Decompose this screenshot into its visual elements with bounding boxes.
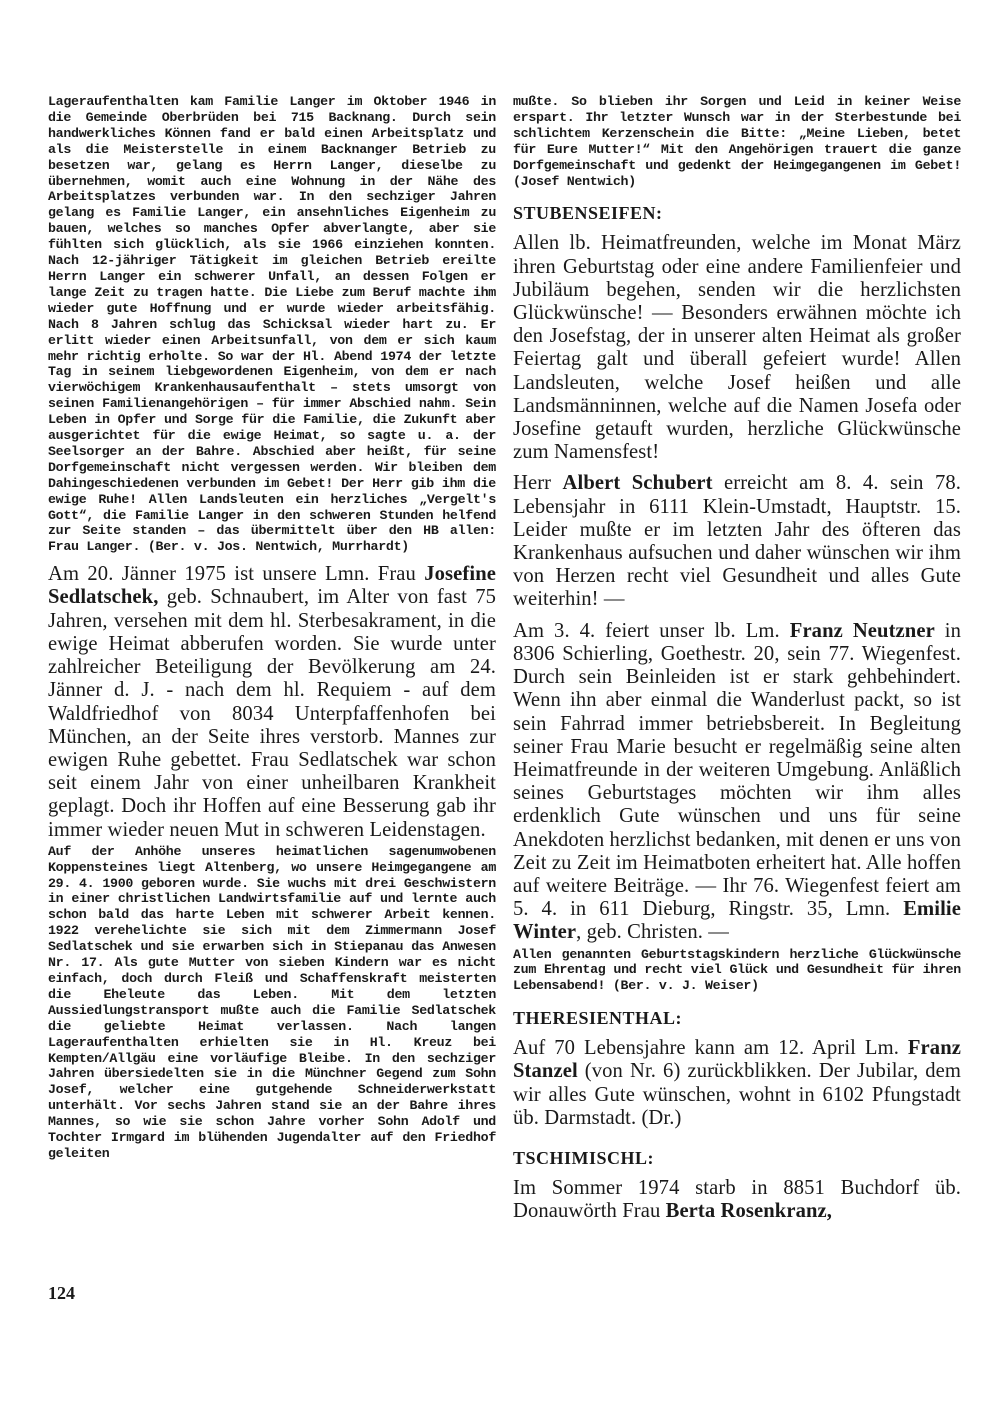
text: , geb. Christen. — bbox=[576, 921, 729, 944]
text: Am 20. Jänner 1975 ist unsere Lmn. Frau bbox=[48, 563, 425, 586]
person-name: Emilie Winter bbox=[513, 898, 961, 944]
section-heading-stubenseifen: STUBENSEIFEN: bbox=[513, 203, 663, 224]
schubert-birthday-paragraph bbox=[513, 472, 961, 611]
section-heading-tschimischl: TSCHIMISCHL: bbox=[513, 1148, 655, 1169]
person-name: Albert Schubert bbox=[562, 472, 713, 495]
left-column bbox=[48, 94, 496, 1162]
langer-obituary-paragraph: Lageraufenthalten kam Familie Langer im Oktober 1946 in die Gemeinde Oberbrüden bei 715 Backnang. Durch sein handwerkliches Können fand er bald einen Arbeitsplatz und als die Meisterstelle in einem Backnanger Betrieb zu besetzen war, gelang es Herrn Langer, dieselbe zu übernehmen, womit auch eine Wohnung in der Nähe des Arbeitsplatzes verbunden war. In den sechziger Jahren gelang es Familie Langer, ein ansehnliches Eigenheim zu bauen, welches so manches Opfer abverlangte, aber sie fühlten sich glücklich, als sie 1966 einziehen konnten. Nach 12-jähriger Tätigkeit im gleichen Betrieb ereilte Herrn Langer ein schwerer Unfall, an dessen Folgen er lange Zeit zu tragen hatte. Die Liebe zum Beruf machte ihm wieder gute Hoffnung und er wurde wieder arbeitsfähig. Nach 8 Jahren schlug das Schicksal wieder hart zu. Er erlitt wieder einen Arbeitsunfall, von dem er sich kaum mehr richtig erholte. So war der Hl. Abend 1974 der letzte Tag in seinem liebgewordenen Eigenheim, von dem er nach vierwöchigem Krankenhausaufenthalt – stets umsorgt von seinen Familienangehörigen – für immer Abschied nahm. Sein Leben in Opfer und Sorge für die Familie, die Zukunft aber ausgerichtet für die ewige Heimat, so sagte u. a. der Seelsorger an der Bahre. Abschied aber heißt, für seine Dorfgemeinschaft nicht vergessen werden. Wir bleiben dem Dahingeschiedenen verbunden im Gebet! Der Herr gib ihm die ewige Ruhe! Allen Landsleuten ein herzliches „Vergelt's Gott“, die Familie Langer in den schweren Stunden helfend zur Seite standen – das übermittelt über den HB allen: Frau Langer. (Ber. v. Jos. Nentwich, Murrhardt) bbox=[48, 94, 496, 555]
text: geb. Schnaubert, im Alter von fast 75 Jahren, versehen mit dem hl. Sterbesakrament, in die ewige Heimat abberufen worden. Sie wurde unter zahlreicher Beteiligung der Bevölkerung am 24. Jänner d. J. - nach dem hl. Requiem - auf dem Waldfriedhof von 8034 Unterpfaffenhofen bei München, an der Seite ihres verstorb. Mannes zur ewigen Ruhe gebettet. Frau Sedlatschek war schon seit einem Jahr von einer unheilbaren Krankheit geplagt. Doch ihr Hoffen auf eine Besserung gab ihr immer wieder neuen Mut in schweren Leidenstagen. bbox=[48, 586, 496, 841]
person-name: Franz Neutzner bbox=[789, 619, 935, 642]
stanzel-birthday-paragraph bbox=[513, 1037, 961, 1130]
person-name: Josefine Sedlatschek, bbox=[48, 563, 496, 609]
section-heading-theresienthal: THERESIENTHAL: bbox=[513, 1008, 683, 1029]
text: (von Nr. 6) zurückblikken. Der Jubilar, dem wir alles Gute wünschen, wohnt in 6102 Pfungstadt üb. Darmstadt. (Dr.) bbox=[513, 1060, 961, 1129]
page-number: 124 bbox=[48, 1283, 75, 1303]
sedlatschek-conclusion-paragraph: mußte. So blieben ihr Sorgen und Leid in keiner Weise erspart. Ihr letzter Wunsch war in der Sterbestunde bei schlichtem Kerzenschein die Bitte: „Meine Lieben, betet für Eure Mutter!“ Mit den Angehörigen trauert die ganze Dorfgemeinschaft und gedenkt der Heimgegangenen im Gebet! (Josef Nentwich) bbox=[513, 94, 961, 189]
text: Am 3. 4. feiert unser lb. Lm. bbox=[513, 619, 790, 642]
rosenkranz-obituary-paragraph bbox=[513, 1177, 961, 1223]
person-name: Berta Rosenkranz, bbox=[665, 1200, 833, 1223]
sedlatschek-obituary-paragraph bbox=[48, 563, 496, 841]
neutzner-birthday-paragraph bbox=[513, 620, 961, 945]
text: Im Sommer 1974 starb in 8851 Buchdorf üb. Donauwörth Frau bbox=[513, 1177, 961, 1223]
text: Auf 70 Lebensjahre kann am 12. April Lm. bbox=[513, 1037, 908, 1060]
sedlatschek-biography-paragraph: Auf der Anhöhe unseres heimatlichen sagenumwobenen Koppensteines liegt Altenberg, wo unsere Heimgegangene am 29. 4. 1900 geboren wurde. Sie wuchs mit drei Geschwistern in einer christlichen Landwirtsfamilie auf und lernte auch schon bald das harte Leben mit schwerer Arbeit kennen. 1922 verehelichte sie sich mit dem Zimmermann Josef Sedlatschek und sie erwarben sich in Stiepanau das Anwesen Nr. 17. Als gute Mutter von sieben Kindern war es nicht einfach, doch durch Fleiß und Schaffenskraft meisterten die Eheleute das Leben. Mit dem letzten Aussiedlungstransport mußte auch die Familie Sedlatschek die geliebte Heimat verlassen. Nach langen Lageraufenthalten erhielten sie in Hl. Kreuz bei Kempten/Allgäu eine vorläufige Bleibe. In den sechziger Jahren übersiedelten sie in die Münchner Gegend zum Sohn Josef, welcher eine gutgehende Schneiderwerkstatt unterhält. Vor sechs Jahren stand sie an der Bahre ihres Mannes, so wie sie schon Jahre vorher Sohn Adolf und Tochter Irmgard im blühenden Jugendalter auf den Friedhof geleiten bbox=[48, 843, 496, 1161]
text: Herr bbox=[513, 472, 563, 495]
person-name: Franz Stanzel bbox=[513, 1037, 961, 1083]
stubenseifen-greeting-paragraph: Allen lb. Heimatfreunden, welche im Monat März ihren Geburtstag oder eine andere Familienfeier und Jubiläum begehen, senden wir die herzlichsten Glückwünsche! — Besonders erwähnen möchte ich den Josefstag, der in unserer alten Heimat als großer Feiertag galt und überall gefeiert wurde! Allen Landsleuten, welche Josef heißen und alle Landsmänninnen, welche auf die Namen Josefa oder Josefine getauft wurden, herzliche Glückwünsche zum Namensfest! bbox=[513, 232, 961, 464]
right-column bbox=[513, 94, 961, 1223]
text: erreicht am 8. 4. sein 78. Lebensjahr in 6111 Klein-Umstadt, Hauptstr. 15. Leider mußte er im letzten Jahr des öfteren das Krankenhaus aufsuchen und daher wünschen wir ihm von Herzen recht viel Gesundheit und alles Gute weiterhin! — bbox=[513, 472, 961, 611]
stubenseifen-closing-paragraph: Allen genannten Geburtstagskindern herzliche Glückwünsche zum Ehrentag und recht viel Glück und Gesundheit für ihren Lebensabend! (Ber. v. J. Weiser) bbox=[513, 946, 961, 994]
text: in 8306 Schierling, Goethestr. 20, sein 77. Wiegenfest. Durch sein Beinleiden ist er stark gehbehindert. Wenn ihn aber einmal die Wanderlust packt, so ist sein Fahrrad immer betriebsbereit. In Begleitung seiner Frau Marie besucht er regelmäßig seine alten Heimatfreunde in der weiteren Umgebung. Anläßlich seines Geburtstages möchten wir ihm alles erdenklich Gute wünschen und uns für seine Anekdoten herzlichst bedanken, mit denen er uns von Zeit zu Zeit im Heimatboten erheitert hat. Alle hoffen auf weitere Beiträge. — Ihr 76. Wiegenfest feiert am 5. 4. in 611 Dieburg, Ringstr. 35, Lmn. bbox=[513, 619, 962, 921]
